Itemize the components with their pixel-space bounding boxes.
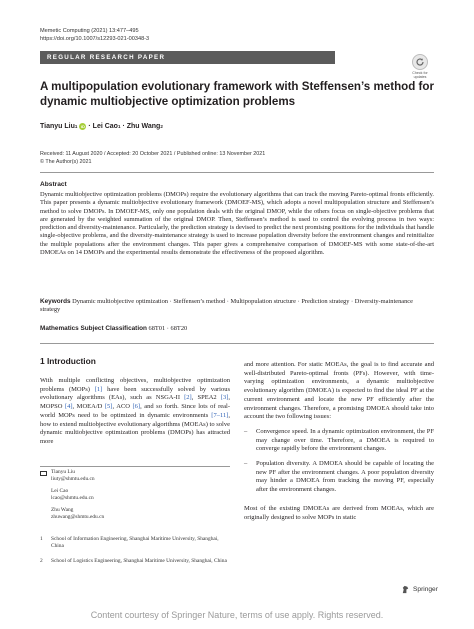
author-name[interactable]: Tianyu Liu <box>40 123 75 130</box>
contact-email[interactable]: liuty@shmtu.edu.cn <box>51 476 95 483</box>
citation-link[interactable]: [1] <box>94 385 103 393</box>
list-item: – Convergence speed. In a dynamic optimization environment, the PF may change over time. Therefore, a DMOEA is required to converge rapidly before the environment changes. <box>244 427 434 453</box>
paragraph: and more attention. For static MOEAs, the goal is to find accurate and well-distributed Pareto-optimal fronts (PFs). However, with time-varying optimization environments, a dynamic multiobjective evolutionary algorithm (DMOEA) is expected to find the ideal PF at the current environment and locate the new PF efficiently after the environment changes. Therefore, a promising DMOEA should take into account the two following issues: <box>244 361 434 421</box>
check-updates-label: Check for updates <box>412 71 428 80</box>
check-for-updates-badge[interactable] <box>407 54 433 79</box>
citation-link[interactable]: [4] <box>64 403 73 411</box>
author-list <box>40 123 163 130</box>
citation-link[interactable]: [6] <box>132 403 141 411</box>
contact-name: Lei Cao <box>51 487 69 494</box>
corresponding-authors <box>51 469 231 521</box>
section-heading: 1 Introduction <box>40 356 96 366</box>
citation-link[interactable]: [3] <box>220 394 229 402</box>
citation-link[interactable]: [7–11] <box>211 411 229 419</box>
author-affiliation-mark: 1 <box>117 124 121 129</box>
keywords-label: Keywords <box>40 298 71 305</box>
contact-name: Tianyu Liu <box>51 469 75 475</box>
paragraph: Most of the existing DMOEAs are derived from MOEAs, which are originally designed to solve MOPs in static <box>244 504 434 521</box>
msc-text: 68T01 · 68T20 <box>148 325 188 332</box>
affiliation-1: 1 School of Information Engineering, Shanghai Maritime University, Shanghai, China <box>40 536 219 550</box>
copyright: © The Author(s) 2021 <box>40 158 92 165</box>
msc-label: Mathematics Subject Classification <box>40 325 147 332</box>
refresh-icon <box>412 54 428 70</box>
keywords-text: Dynamic multiobjective optimization · Steffensen’s method · Multipopulation structure · Prediction strategy · Diversity-maintenance strategy <box>40 298 413 314</box>
footnote-divider <box>40 466 230 467</box>
author-affiliation-mark: 2 <box>160 124 163 129</box>
envelope-icon <box>40 471 47 476</box>
intro-paragraph: With multiple conflicting objectives, multiobjective optimization problems (MOPs) [1] have been successfully solved by various evolutionary algorithms (EAs), such as NSGA-II [2], SPEA2 [3], MOPSO [4], MOEA/D [5], ACO [6], and so forth. Since lots of real-world MOPs need to be optimized in dynamic environments [7–11], how to extend multiobjective evolutionary algorithms (MOEAs) to solve dynamic multiobjective optimization problems (DMOPs) has attracted more <box>40 377 231 445</box>
abstract-text: Dynamic multiobjective optimization problems (DMOPs) require the evolutionary algorithms that can track the moving Pareto-optimal fronts efficiently. This paper presents a dynamic multiobjective evolutionary framework (DMOEF-MS), which adopts a novel multipopulation structure and Steffensen’s method to solve DMOPs. In DMOEF-MS, only one population deals with the original DMOP, while the others focus on single-objective problems that are generated by the weighted summation of the original DMOP. Then, Steffensen’s method is used to control the evolving process in two ways: prediction and diversity-maintenance. Particularly, the prediction strategy is devised to predict the next promising positions for the individuals that handle single-objective problems, and the diversity-maintenance strategy is used to increase population diversity before the environment changes and reinitialize the multiple populations after the environment changes. This paper gives a comprehensive comparison of DMOEF-MS with some state-of-the-art DMOEAs on 14 DMOPs and the experimental results demonstrate the effectiveness of the proposed algorithm. <box>40 191 434 256</box>
publisher-logo: Springer <box>401 585 438 594</box>
citation-link[interactable]: [2] <box>184 394 192 402</box>
article-type-banner: REGULAR RESEARCH PAPER <box>40 51 335 64</box>
intro-continued <box>244 361 434 522</box>
paper-title: A multipopulation evolutionary framework with Steffensen’s method for dynamic multiobjective optimization problems <box>40 80 435 108</box>
divider <box>40 172 434 173</box>
contact-email[interactable]: lcao@shmtu.edu.cn <box>51 495 94 502</box>
divider <box>40 343 434 344</box>
keywords <box>40 298 434 315</box>
author-name[interactable]: · Zhu Wang <box>122 123 161 130</box>
abstract-heading: Abstract <box>40 181 67 188</box>
contact-email[interactable]: zhuwang@shmtu.edu.cn <box>51 514 105 521</box>
courtesy-notice: Content courtesy of Springer Nature, terms of use apply. Rights reserved. <box>90 610 384 620</box>
list-item: – Population diversity. A DMOEA should be capable of locating the new PF after the environment changes. A poor population diversity may hinder a DMOEA from tracking the moving PF, especially after the environment changes. <box>244 460 434 494</box>
contact-name: Zhu Wang <box>51 506 74 513</box>
publication-dates <box>40 151 265 166</box>
author-affiliation-mark: 1 <box>74 124 78 129</box>
history-dates: Received: 11 August 2020 / Accepted: 20 October 2021 / Published online: 13 November 2021 <box>40 151 266 157</box>
affiliation-2: 2 School of Logistics Engineering, Shanghai Maritime University, Shanghai, China <box>40 558 227 564</box>
subject-classification <box>40 325 434 333</box>
journal-citation: Memetic Computing (2021) 13:477–495 <box>40 28 139 34</box>
orcid-icon[interactable]: iD <box>80 124 85 129</box>
doi-link[interactable]: https://doi.org/10.1007/s12293-021-00348-3 <box>40 36 150 42</box>
springer-horse-icon <box>401 585 410 594</box>
citation-link[interactable]: [5] <box>104 403 113 411</box>
journal-info <box>40 27 149 43</box>
author-name[interactable]: · Lei Cao <box>88 123 118 130</box>
